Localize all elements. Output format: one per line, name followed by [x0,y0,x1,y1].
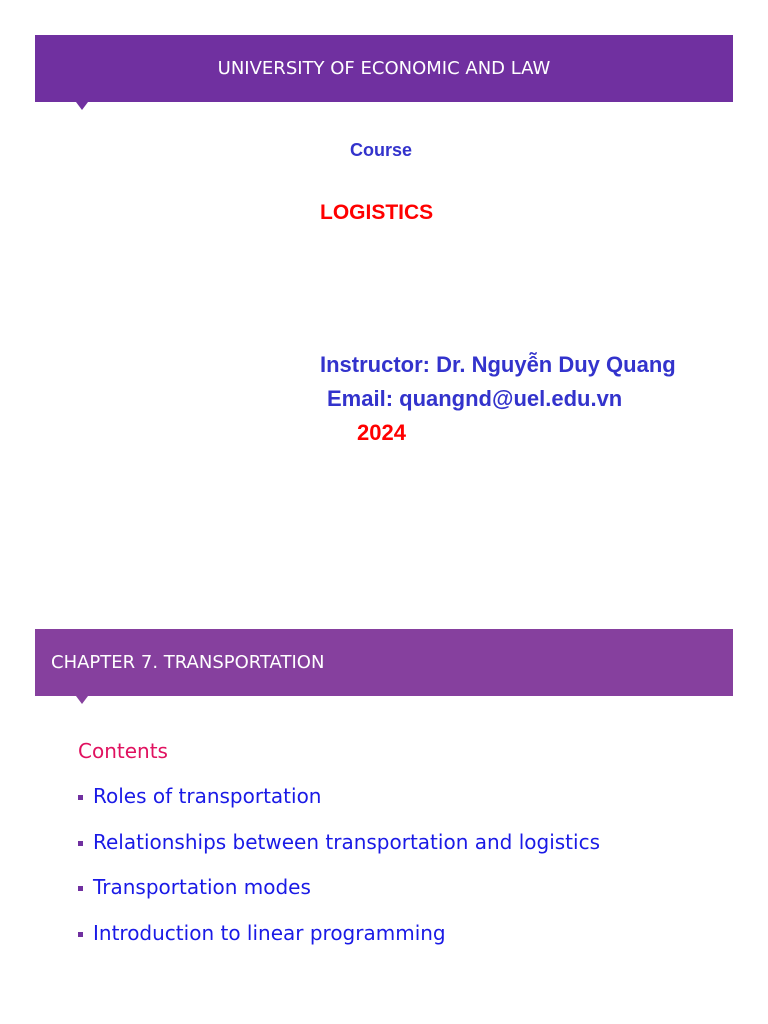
bullet-icon [78,841,83,846]
list-item [78,875,600,921]
instructor-line: Instructor: Dr. Nguyễn Duy Quang [320,352,676,377]
course-label: Course [350,140,413,160]
list-item [78,784,600,830]
topic-label: Introduction to linear programming [93,920,446,945]
course-year: 2024 [357,420,406,445]
topic-list [78,784,600,966]
course-name: LOGISTICS [320,201,434,224]
bullet-icon [78,932,83,937]
chapter-title: CHAPTER 7. TRANSPORTATION [51,652,325,673]
email-line: Email: quangnd@uel.edu.vn [327,386,623,411]
university-banner [35,35,733,102]
list-item [78,830,600,876]
list-item [78,921,600,967]
contents-heading: Contents [78,739,168,763]
chapter-banner [35,629,733,696]
topic-label: Relationships between transportation and logistics [93,829,600,854]
topic-label: Transportation modes [93,875,311,899]
bullet-icon [78,886,83,891]
topic-label: Roles of transportation [93,784,322,808]
bullet-icon [78,795,83,800]
university-name: UNIVERSITY OF ECONOMIC AND LAW [217,58,551,79]
